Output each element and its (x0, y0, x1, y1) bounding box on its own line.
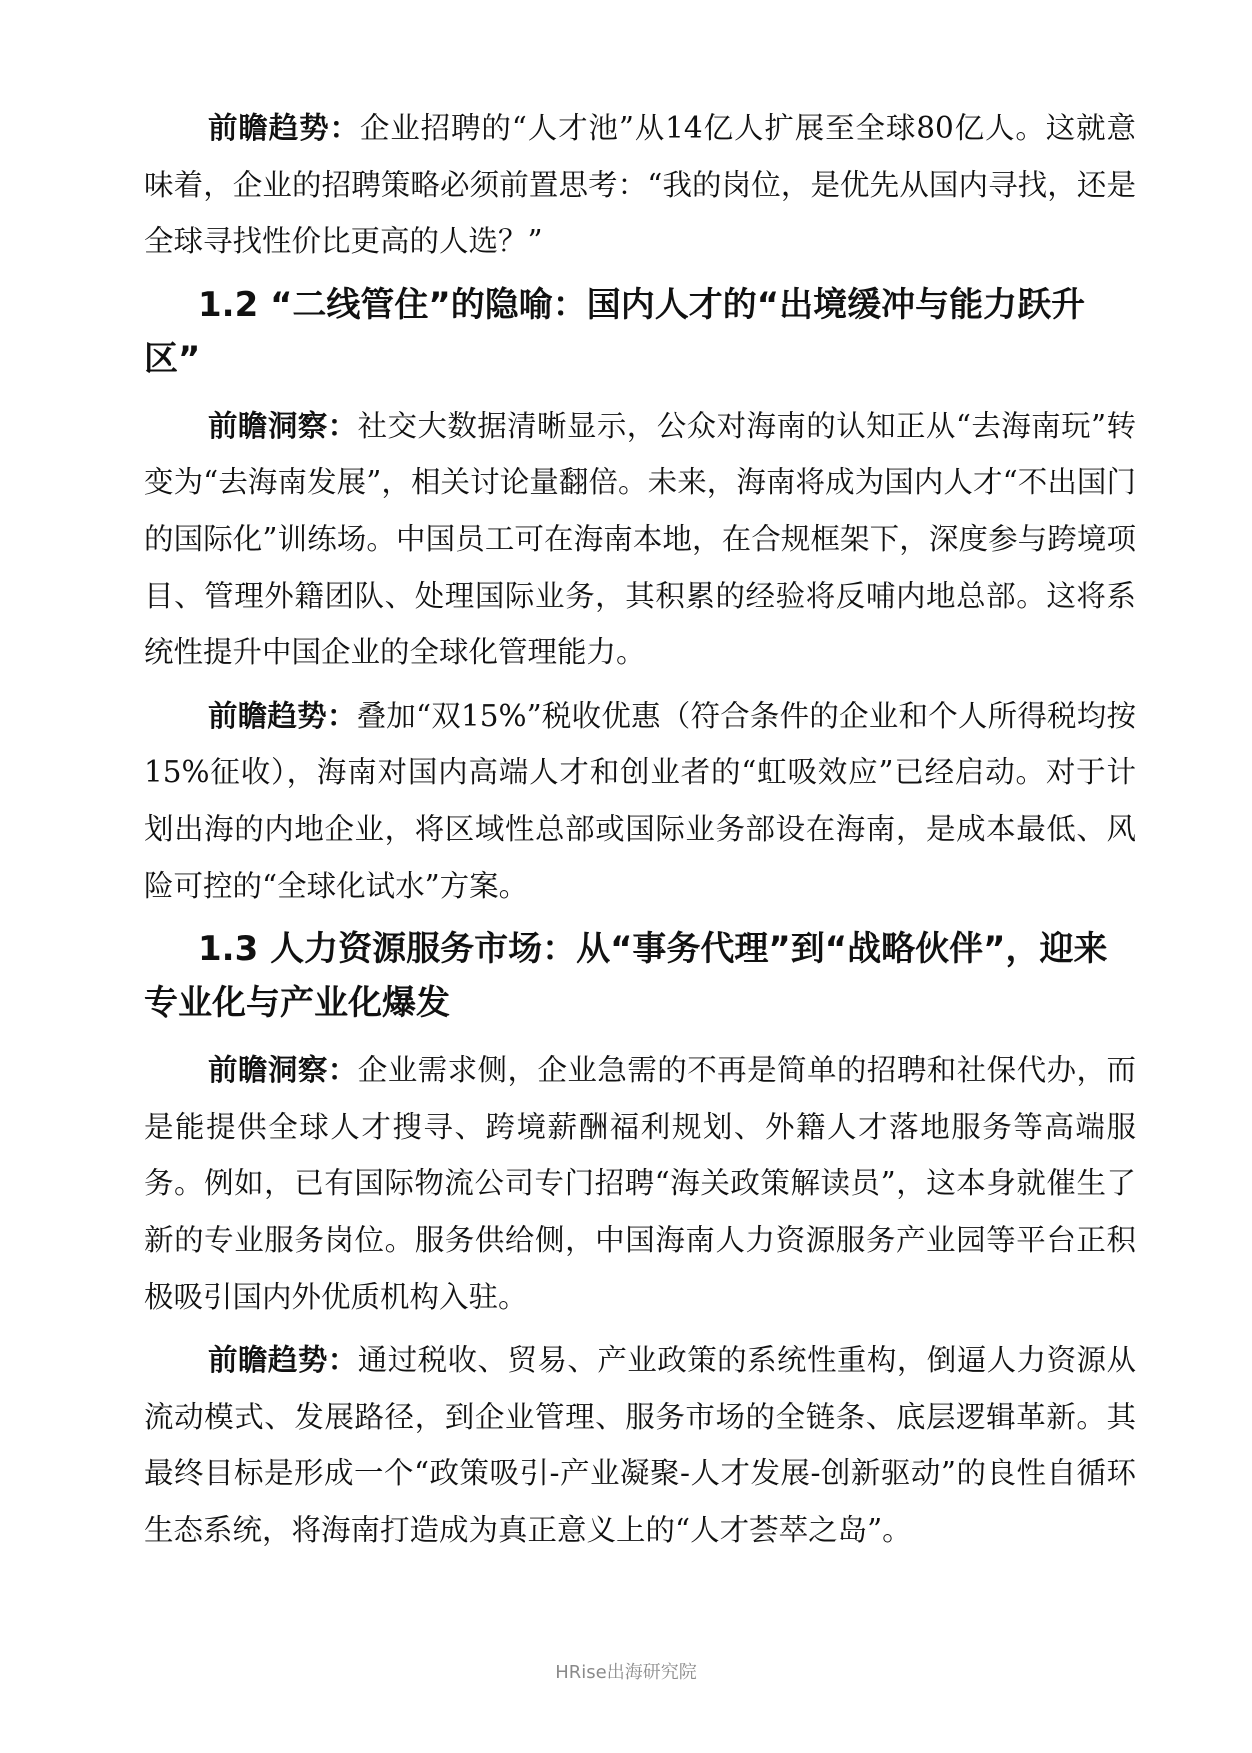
paragraph-insight-1 (144, 398, 1136, 681)
section-heading-1-2: 1.2 “二线管住”的隐喻：国内人才的“出境缓冲与能力跃升区” (144, 284, 1086, 379)
paragraph-insight-2 (144, 1042, 1136, 1325)
page-footer: HRise出海研究院 (555, 1662, 697, 1683)
paragraph-text: 企业招聘的“人才池”从14亿人扩展至全球80亿人。这就意味着，企业的招聘策略必须前置思考：“我的岗位，是优先从国内寻找，还是全球寻找性价比更高的人选？” (144, 111, 1136, 259)
paragraph-text: 企业需求侧，企业急需的不再是简单的招聘和社保代办，而是能提供全球人才搜寻、跨境薪酬福利规划、外籍人才落地服务等高端服务。例如，已有国际物流公司专门招聘“海关政策解读员”，这本身就催生了新的专业服务岗位。服务供给侧，中国海南人力资源服务产业园等平台正积极吸引国内外优质机构入驻。 (144, 1053, 1136, 1314)
paragraph-trend-3 (144, 1332, 1136, 1558)
section-heading-1-3: 1.3 人力资源服务市场：从“事务代理”到“战略伙伴”，迎来专业化与产业化爆发 (144, 929, 1108, 1024)
paragraph-trend-2 (144, 688, 1136, 914)
paragraph-lead: 前瞻趋势： (208, 698, 357, 733)
paragraph-lead: 前瞻趋势： (208, 111, 360, 145)
paragraph-lead: 前瞻趋势： (208, 1343, 358, 1378)
paragraph-lead: 前瞻洞察： (208, 1053, 358, 1088)
paragraph-lead: 前瞻洞察： (208, 408, 358, 443)
paragraph-text: 通过税收、贸易、产业政策的系统性重构，倒逼人力资源从流动模式、发展路径，到企业管理、服务市场的全链条、底层逻辑革新。其最终目标是形成一个“政策吸引-产业凝聚-人才发展-创新驱动”的良性自循环生态系统，将海南打造成为真正意义上的“人才荟萃之岛”。 (144, 1343, 1136, 1547)
paragraph-text: 叠加“双15%”税收优惠（符合条件的企业和个人所得税均按15%征收），海南对国内高端人才和创业者的“虹吸效应”已经启动。对于计划出海的内地企业，将区域性总部或国际业务部设在海南，是成本最低、风险可控的“全球化试水”方案。 (144, 698, 1136, 903)
paragraph-trend-1 (144, 100, 1136, 270)
paragraph-text: 社交大数据清晰显示，公众对海南的认知正从“去海南玩”转变为“去海南发展”，相关讨论量翻倍。未来，海南将成为国内人才“不出国门的国际化”训练场。中国员工可在海南本地，在合规框架下，深度参与跨境项目、管理外籍团队、处理国际业务，其积累的经验将反哺内地总部。这将系统性提升中国企业的全球化管理能力。 (144, 408, 1136, 670)
document-page (144, 100, 1136, 1565)
